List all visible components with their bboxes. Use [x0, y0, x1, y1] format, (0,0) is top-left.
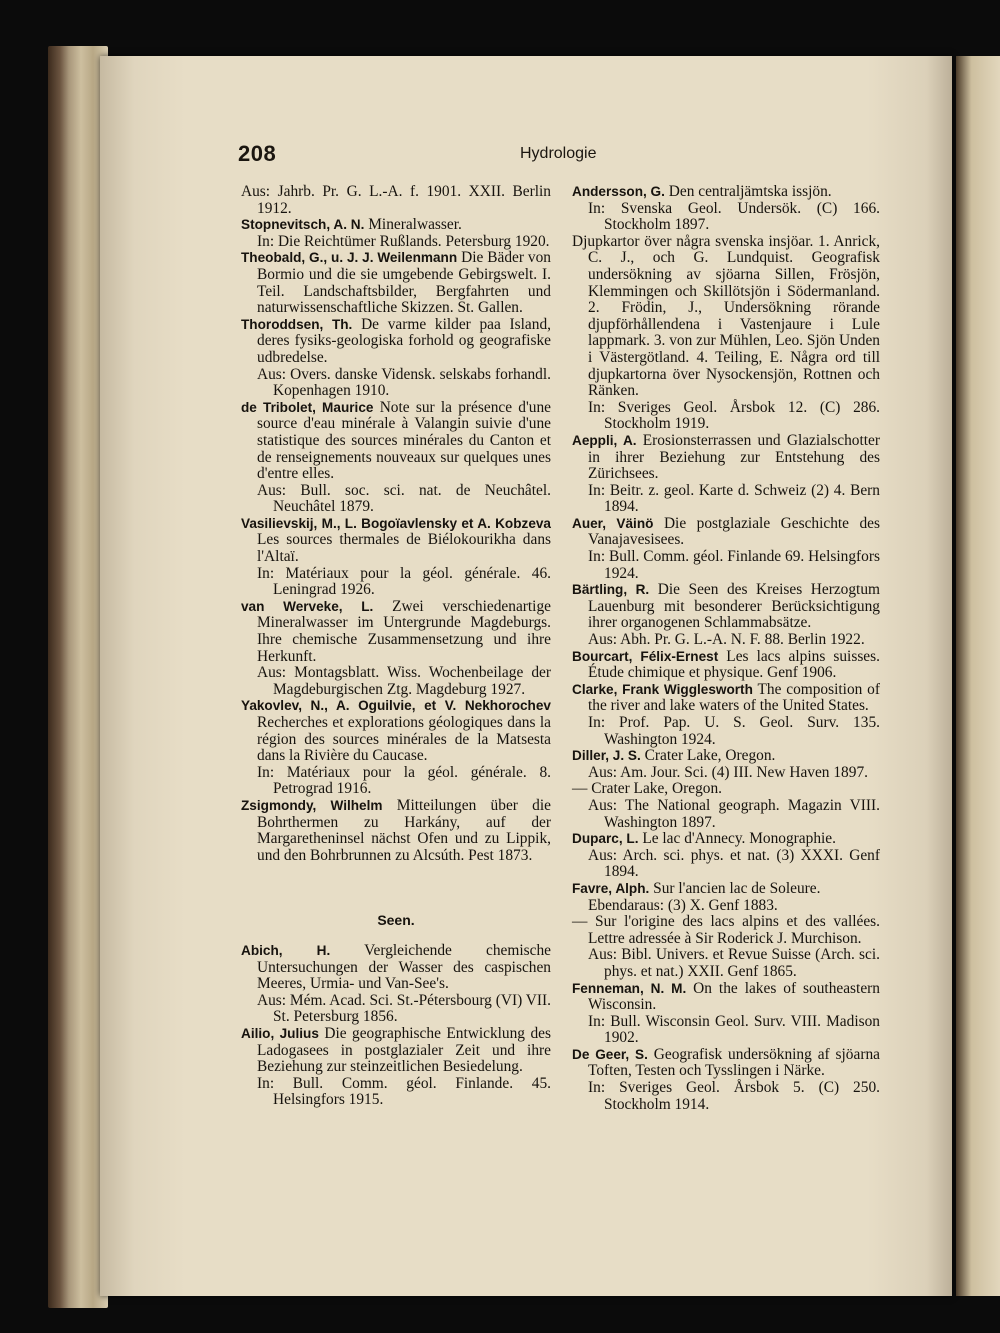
- facing-page-edge: [956, 56, 1000, 1296]
- bibliography-entry: [572, 433, 880, 516]
- seen-entry-list: [241, 943, 551, 1109]
- entry-source: Aus: Mém. Acad. Sci. St.-Pétersbourg (VI) VII. St. Petersburg 1856.: [257, 991, 551, 1026]
- entry-author: de Tribolet, Maurice: [241, 399, 374, 415]
- entry-source: In: Bull. Wisconsin Geol. Surv. VIII. Madison 1902.: [588, 1012, 880, 1047]
- entry-title: — Sur l'origine des lacs alpins et des vallées. Lettre adressée à Sir Roderick J. Murchison.: [572, 913, 880, 947]
- entry-author: De Geer, S.: [572, 1046, 648, 1062]
- entry-author: Stopnevitsch, A. N.: [241, 217, 365, 233]
- bibliography-entry: [572, 516, 880, 582]
- entry-author: Favre, Alph.: [572, 880, 650, 896]
- entry-title: Die postglaziale Geschichte des Vanajavesisees.: [588, 514, 881, 549]
- entry-author: Ailio, Julius: [241, 1025, 319, 1041]
- entry-source: Aus: The National geograph. Magazin VIII. Washington 1897.: [588, 796, 880, 831]
- bibliography-entry: [241, 798, 551, 864]
- bibliography-entry: [572, 682, 880, 748]
- entry-author: Yakovlev, N., A. Oguilvie, et V. Nekhorochev: [241, 698, 551, 714]
- page-header: [238, 141, 878, 173]
- entry-title: Aus: Jahrb. Pr. G. L.-A. f. 1901. XXII. Berlin 1912.: [241, 183, 551, 217]
- entry-author: Bärtling, R.: [572, 582, 650, 598]
- entry-source: In: Die Reichtümer Rußlands. Petersburg 1920.: [257, 232, 550, 250]
- bibliography-entry: [241, 1026, 551, 1109]
- entry-title: Erosionsterrassen und Glazialschotter in ihrer Beziehung zur Entstehung des Zürichsees.: [588, 431, 880, 483]
- entry-title: Recherches et explorations géologiques dans la région des sources minérales de la Matsesta dans la Rivière du Caucase.: [257, 714, 551, 765]
- entry-title: Note sur la présence d'une source d'eau minérale à Valangin suivie d'une statistique des sources minérales du Canton et de renseignements nouveaux sur quelques unes d'entre elles.: [257, 398, 551, 483]
- bibliography-entry: [572, 981, 880, 1047]
- entry-author: Bourcart, Félix-Ernest: [572, 648, 719, 664]
- bibliography-entry: [241, 317, 551, 400]
- entry-title: Die geographische Entwicklung des Ladogasees in postglazialer Zeit und ihre Beziehung zur steinzeitlichen Besiedelung.: [257, 1024, 551, 1076]
- bibliography-entry: [572, 831, 880, 881]
- entry-title: Die Bäder von Bormio und die sie umgebende Gebirgswelt. I. Teil. Landschaftsbilder, Bergfahrten und naturwissenschaftliche Skizzen. St. Gallen.: [257, 249, 551, 317]
- bibliography-entry: [572, 914, 880, 980]
- entry-title: Crater Lake, Oregon.: [644, 747, 776, 765]
- entry-source: Aus: Montagsblatt. Wiss. Wochenbeilage der Magdeburgischen Ztg. Magdeburg 1927.: [257, 664, 551, 698]
- bibliography-entry: [241, 943, 551, 1026]
- bibliography-entry: [572, 234, 880, 433]
- entry-author: Clarke, Frank Wigglesworth: [572, 681, 753, 697]
- bibliography-entry: [572, 781, 880, 831]
- page-number: 208: [238, 141, 277, 166]
- entry-author: Zsigmondy, Wilhelm: [241, 797, 383, 813]
- entry-source: Aus: Overs. danske Vidensk. selskabs forhandl. Kopenhagen 1910.: [257, 365, 551, 400]
- entry-author: Andersson, G.: [572, 184, 665, 199]
- entry-source: In: Sveriges Geol. Årsbok 12. (C) 286. Stockholm 1919.: [588, 398, 880, 433]
- bibliography-entry: [572, 184, 880, 234]
- entry-title: — Crater Lake, Oregon.: [572, 780, 722, 798]
- entry-author: Auer, Väinö: [572, 515, 654, 531]
- entry-author: Theobald, G., u. J. J. Weilenmann: [241, 250, 458, 266]
- entry-author: Fenneman, N. M.: [572, 980, 687, 996]
- section-title-seen: Seen.: [377, 912, 415, 929]
- running-head: Hydrologie: [520, 145, 597, 162]
- entry-title: Le lac d'Annecy. Monographie.: [642, 830, 836, 848]
- entry-source: In: Bull. Comm. géol. Finlande. 45. Helsingfors 1915.: [257, 1074, 551, 1109]
- entry-author: Thoroddsen, Th.: [241, 316, 353, 332]
- entry-author: Diller, J. S.: [572, 748, 641, 764]
- entry-title: Geografisk undersökning af sjöarna Toften, Testen och Tysslingen i Närke.: [588, 1045, 880, 1080]
- entry-title: Mitteilungen über die Bohrthermen zu Harkány, auf der Margaretheninsel nächst Ofen und zu Lippik, und den Bohrbrunnen zu Alcsúth. Pest 1873.: [257, 796, 551, 864]
- entry-title: On the lakes of southeastern Wisconsin.: [588, 979, 880, 1014]
- entry-author: Aeppli, A.: [572, 432, 637, 448]
- entry-source: Ebendaraus: (3) X. Genf 1883.: [588, 896, 778, 914]
- entry-title: Sur l'ancien lac de Soleure.: [653, 879, 821, 897]
- entry-source: Aus: Bull. soc. sci. nat. de Neuchâtel. Neuchâtel 1879.: [257, 481, 551, 516]
- entry-title: De varme kilder paa Island, deres fysiks-geologiska forhold og geografiske udbredelse.: [257, 315, 551, 366]
- right-entry-list: [572, 184, 880, 1113]
- bibliography-entry: [241, 698, 551, 798]
- left-entry-list: [241, 184, 551, 864]
- entry-source: In: Bull. Comm. géol. Finlande 69. Helsingfors 1924.: [588, 548, 880, 582]
- bibliography-entry: [241, 217, 551, 250]
- entry-source: Aus: Bibl. Univers. et Revue Suisse (Arch. sci. phys. et nat.) XXII. Genf 1865.: [588, 946, 880, 980]
- bibliography-entry: [572, 1047, 880, 1113]
- entry-source: In: Prof. Pap. U. S. Geol. Surv. 135. Washington 1924.: [588, 714, 880, 748]
- entry-title: Vergleichende chemische Untersuchungen der Wasser des caspischen Meeres, Urmia- und Van-See's.: [257, 941, 551, 993]
- left-column: [241, 184, 551, 1109]
- entry-source: In: Beitr. z. geol. Karte d. Schweiz (2) 4. Bern 1894.: [588, 481, 880, 516]
- entry-author: Duparc, L.: [572, 831, 639, 847]
- bibliography-entry: [241, 516, 551, 599]
- entry-title: Die Seen des Kreises Herzogtum Lauenburg mit besonderer Berücksichtigung ihrer organogenen Schlammabsätze.: [588, 581, 880, 632]
- entry-title: The composition of the river and lake waters of the United States.: [588, 680, 880, 715]
- entry-title: Les lacs alpins suisses. Étude chimique et physique. Genf 1906.: [588, 647, 880, 682]
- entry-author: Abich, H.: [241, 942, 331, 958]
- right-column: [572, 184, 880, 1113]
- entry-title: Zwei verschiedenartige Mineralwasser im Untergrunde Magdeburgs. Ihre chemische Zusammensetzung und ihre Herkunft.: [257, 597, 551, 665]
- entry-title: Djupkartor över några svenska insjöar. 1. Anrick, C. J., och G. Lundquist. Geografisk undersökning av sjöarna Sillen, Frösjön, Klemmingen och Skillötsjön i Södermanland. 2. Frödin, J., Undersökning rörande djupförhållendena i Vastenjaure i Lule lappmark. 3. von zur Mühlen, Leo. Sjön Unden i Västergötland. 4. Teiling, E. Några ord till djupkartorna över Nysockensjön, Rottnen och Ränken.: [572, 232, 880, 400]
- entry-source: In: Matériaux pour la géol. générale. 8. Petrograd 1916.: [257, 763, 551, 798]
- bibliography-entry: [241, 599, 551, 699]
- entry-source: In: Svenska Geol. Undersök. (C) 166. Stockholm 1897.: [588, 199, 880, 234]
- entry-title: Mineralwasser.: [368, 216, 462, 234]
- entry-source: In: Matériaux pour la géol. générale. 46. Leningrad 1926.: [257, 564, 551, 599]
- entry-source: Aus: Am. Jour. Sci. (4) III. New Haven 1897.: [588, 763, 868, 781]
- bibliography-entry: [572, 748, 880, 781]
- entry-author: Vasilievskij, M., L. Bogoïavlensky et A. Kobzeva: [241, 515, 551, 531]
- book-page-edges: [48, 46, 108, 1308]
- bibliography-entry: [572, 582, 880, 648]
- bibliography-entry: [241, 400, 551, 516]
- bibliography-entry: [572, 881, 880, 914]
- entry-title: Les sources thermales de Biélokourikha dans l'Altaï.: [257, 531, 551, 566]
- entry-source: Aus: Arch. sci. phys. et nat. (3) XXXI. Genf 1894.: [588, 846, 880, 881]
- entry-author: van Werveke, L.: [241, 598, 374, 614]
- entry-source: In: Sveriges Geol. Årsbok 5. (C) 250. Stockholm 1914.: [588, 1079, 880, 1113]
- entry-source: Aus: Abh. Pr. G. L.-A. N. F. 88. Berlin 1922.: [588, 631, 865, 649]
- entry-title: Den centraljämtska issjön.: [668, 183, 832, 200]
- bibliography-entry: [572, 649, 880, 682]
- bibliography-entry: [241, 250, 551, 316]
- bibliography-entry: [241, 184, 551, 217]
